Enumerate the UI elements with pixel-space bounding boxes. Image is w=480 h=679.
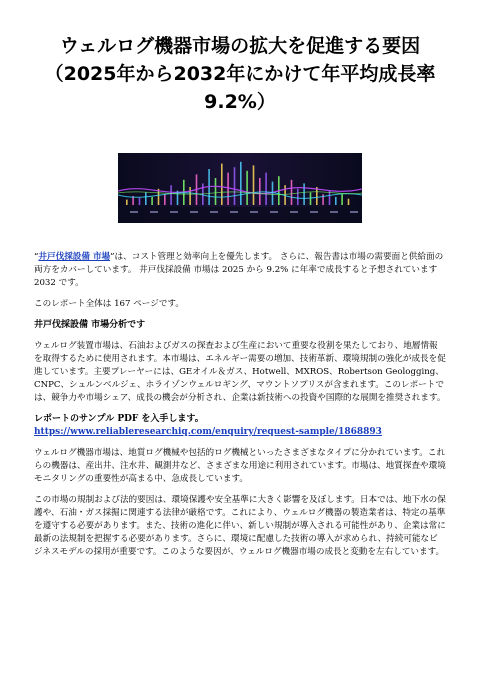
banner-tick [230, 211, 238, 213]
article-body [34, 251, 446, 567]
section-heading: 井戸伐採設備 市場分析です [34, 320, 146, 330]
banner-bar [164, 194, 166, 205]
banner-bar [139, 198, 141, 205]
banner-tick [210, 211, 218, 213]
banner-bar [170, 185, 172, 205]
banner-tick [170, 211, 178, 213]
banner-bar [246, 171, 248, 205]
banner-bar [227, 173, 229, 205]
banner-bar [240, 162, 242, 205]
title-line-2: （2025年から2032年にかけて年平均成長率 [44, 63, 436, 85]
banner-tick [250, 211, 258, 213]
sample-label: レポートのサンプル PDF を入手します。 [34, 414, 204, 424]
banner-tick [330, 211, 338, 213]
banner-bar [322, 194, 324, 205]
banner-bar [341, 194, 343, 205]
banner-bar [215, 178, 217, 205]
banner-tick [150, 211, 158, 213]
banner-bar [297, 189, 299, 205]
sample-link[interactable]: https://www.reliableresearchiq.com/enquiry/request-sample/1868893 [34, 427, 382, 437]
banner-bar [265, 173, 267, 205]
banner-bar [272, 182, 274, 205]
regulation-paragraph: この市場の規制および法的要因は、環境保護や安全基準に大きく影響を及ぼします。日本では、地下水の保護や、石油・ガス採掘に関連する法律が厳格です。これにより、ウェルログ機器の製造業者は、特定の基準を遵守する必要があります。また、技術の進化に伴い、新しい規制が導入される可能性があり、企業は常に最新の法規制を把握する必要があります。さらに、環境に配慮した技術の導入が求められ、持続可能なビジネスモデルの採用が重要です。このような要因が、ウェルログ機器市場の成長と変動を左右しています。 [34, 495, 446, 557]
banner-bar [310, 192, 312, 205]
banner-bar [151, 197, 153, 205]
banner-tick [130, 211, 138, 213]
title-line-3: 9.2%） [204, 91, 276, 113]
types-paragraph: ウェルログ機器市場は、地質ログ機械や包括的ログ機械といったさまざまなタイプに分かれています。これらの機器は、産出井、注水井、観測井など、さまざまな用途に利用されています。市場は、地質探査や環境モニタリングの重要性が高まる中、急成長しています。 [34, 448, 446, 484]
banner-bar [348, 199, 350, 205]
banner-tick [190, 211, 198, 213]
intro-quote-open: “ [34, 252, 39, 262]
banner-bar [189, 187, 191, 205]
sample-line [34, 413, 446, 439]
banner-image [118, 153, 362, 223]
banner-tick [270, 211, 278, 213]
banner-bar [234, 167, 236, 205]
banner-tick [290, 211, 298, 213]
intro-paragraph [34, 251, 446, 290]
title-line-1: ウェルログ機器市場の拡大を促進する要因 [59, 35, 421, 57]
banner-tick [310, 211, 318, 213]
banner-bar [126, 200, 128, 205]
banner-tick [350, 211, 358, 213]
banner-axis-strip [118, 207, 362, 223]
banner-bar [291, 180, 293, 205]
banner-bar [253, 165, 255, 205]
banner-bar [202, 183, 204, 205]
banner-bar [303, 183, 305, 205]
page-title [30, 32, 450, 116]
intro-text: ”は、コスト管理と効率向上を優先します。 さらに、報告書は市場の需要面と供給面の両方をカバーしています。 井戸伐採設備 市場は 2025 から 9.2% に年率で成長すると予想されています2032 です。 [34, 252, 444, 288]
analysis-paragraph: ウェルログ装置市場は、石油およびガスの探査および生産において重要な役割を果たしており、地層情報を取得するために使用されます。本市場は、エネルギー需要の増加、技術革新、環境規制の強化が成長を促進しています。主要プレーヤーには、GEオイル＆ガス、Hotwell、MXROS、Robertson Geologging、CNPC、シュルンベルジェ、ホライゾンウェルロギング、マウントソプリスが含まれます。このレポートでは、競争力や市場シェア、成長の機会が分析され、企業は新技術への投資や国際的な展開を推奨されます。 [34, 341, 446, 403]
banner-bar [145, 192, 147, 205]
page-count-text: このレポート全体は 167 ページです。 [34, 299, 184, 309]
banner-bar [335, 197, 337, 205]
banner-bar [221, 164, 223, 205]
market-link[interactable]: 井戸伐採設備 市場 [38, 252, 111, 262]
